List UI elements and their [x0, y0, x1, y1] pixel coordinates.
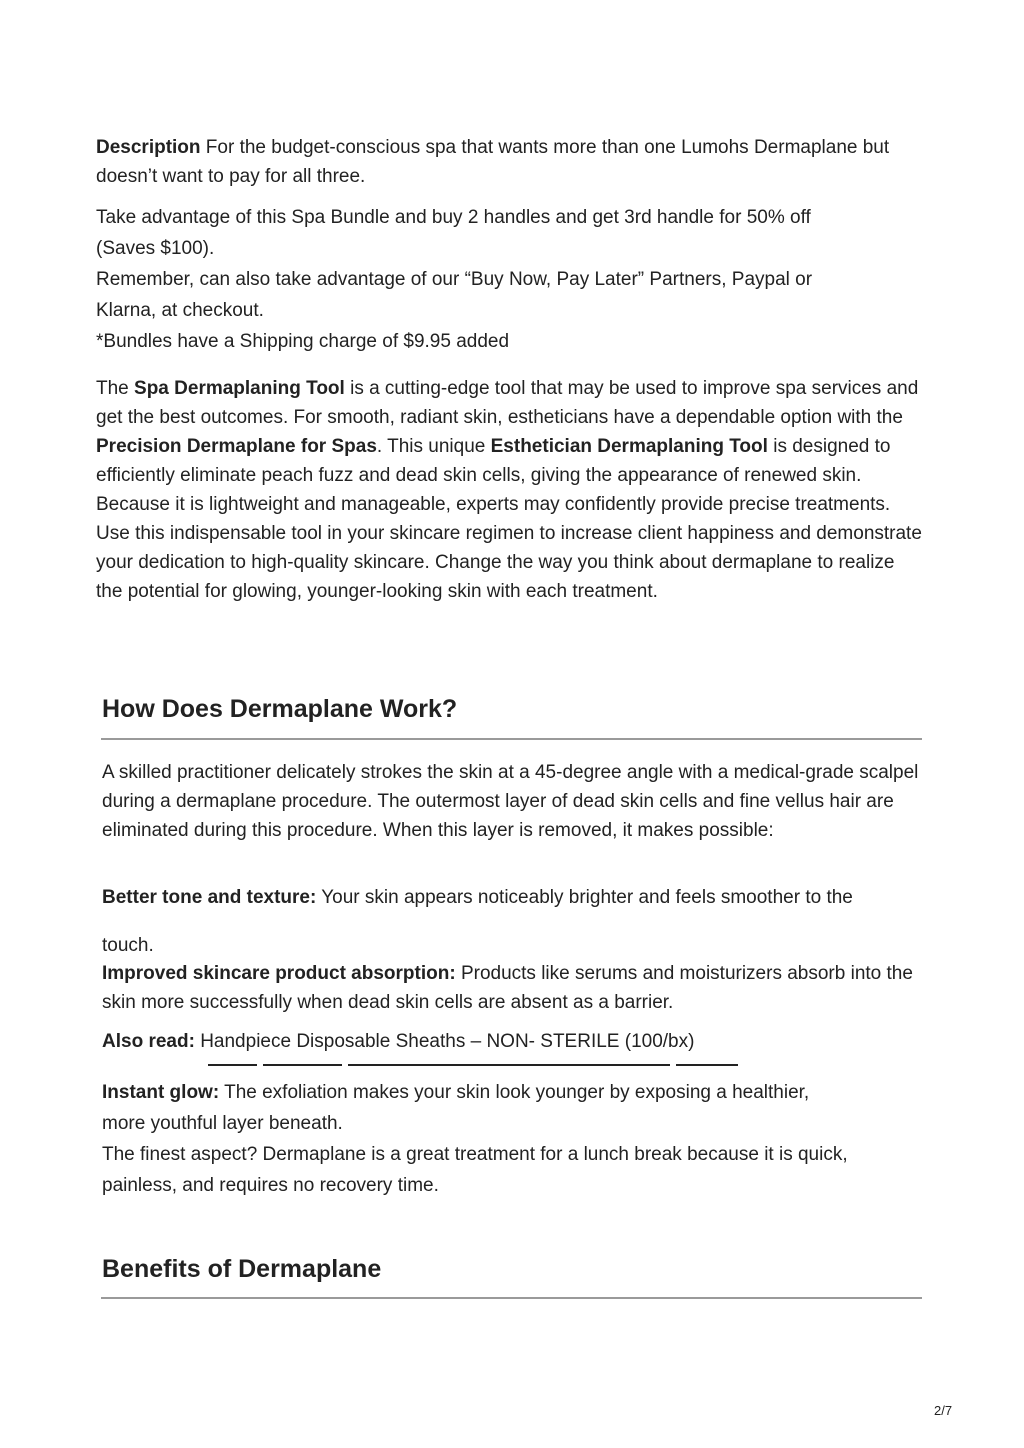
- description-text: For the budget-conscious spa that wants more than one Lumohs Dermaplane but doesn’t want to pay for all three.: [96, 137, 890, 187]
- overview-text-4: is designed to efficiently eliminate peach fuzz and dead skin cells, giving the appearance of renewed skin. Because it is lightweight and manageable, experts may confidently provide precise treatments. Use this indispensable tool in your skincare regimen to increase client happiness and demonstrate your dedication to high-quality skincare. Change the way you think about dermaplane to realize the potential for glowing, younger-looking skin with each treatment.: [96, 436, 922, 602]
- shipping-note: *Bundles have a Shipping charge of $9.95 added: [96, 331, 510, 352]
- tone-label: Better tone and texture:: [102, 887, 317, 908]
- tone-text: Your skin appears noticeably brighter and feels smoother to the: [316, 887, 853, 908]
- overview-text-3: . This unique: [376, 436, 491, 457]
- link-underline: [676, 1064, 738, 1066]
- glow-paragraph: [102, 1077, 924, 1201]
- section-divider: [101, 1297, 922, 1299]
- also-read-label: Also read:: [102, 1031, 195, 1052]
- also-read-paragraph: [102, 1027, 924, 1056]
- bnpl-line-1: Remember, can also take advantage of our “Buy Now, Pay Later” Partners, Paypal or: [96, 269, 813, 290]
- tone-paragraph: [102, 883, 924, 912]
- link-underline: [208, 1064, 257, 1066]
- description-paragraph: [96, 133, 926, 191]
- also-read-link[interactable]: Handpiece Disposable Sheaths – NON- STERILE (100/bx): [200, 1031, 695, 1052]
- section-heading-benefits: Benefits of Dermaplane: [102, 1255, 382, 1283]
- page-number: 2/7: [934, 1403, 953, 1418]
- overview-text-1: The: [96, 378, 135, 399]
- glow-text-2: more youthful layer beneath.: [102, 1113, 343, 1134]
- absorption-paragraph: [102, 959, 924, 1017]
- overview-paragraph: [96, 374, 926, 606]
- tone-continuation: touch.: [102, 935, 154, 956]
- bundle-line-2: (Saves $100).: [96, 238, 215, 259]
- description-label: Description: [96, 137, 201, 158]
- link-underline: [263, 1064, 342, 1066]
- bnpl-line-2: Klarna, at checkout.: [96, 300, 264, 321]
- absorption-text: Products like serums and moisturizers absorb into the skin more successfully when dead skin cells are absent as a barrier.: [102, 963, 913, 1013]
- finest-text-1: The finest aspect? Dermaplane is a great treatment for a lunch break because it is quick,: [102, 1144, 848, 1165]
- section-divider: [101, 738, 922, 740]
- glow-label: Instant glow:: [102, 1082, 220, 1103]
- bundle-line-1: Take advantage of this Spa Bundle and buy 2 handles and get 3rd handle for 50% off: [96, 207, 811, 228]
- overview-bold-3: Esthetician Dermaplaning Tool: [490, 436, 768, 457]
- link-underline: [348, 1064, 670, 1066]
- overview-bold-2: Precision Dermaplane for Spas: [96, 436, 377, 457]
- bundle-paragraph: [96, 202, 926, 357]
- glow-text-1: The exfoliation makes your skin look younger by exposing a healthier,: [219, 1082, 810, 1103]
- overview-bold-1: Spa Dermaplaning Tool: [134, 378, 345, 399]
- procedure-paragraph: A skilled practitioner delicately strokes the skin at a 45-degree angle with a medical-grade scalpel during a dermaplane procedure. The outermost layer of dead skin cells and fine vellus hair are eliminated during this procedure. When this layer is removed, it makes possible:: [102, 762, 919, 841]
- absorption-label: Improved skincare product absorption:: [102, 963, 456, 984]
- section-heading-how-it-works: How Does Dermaplane Work?: [102, 695, 458, 723]
- overview-text-2: is a cutting-edge tool that may be used to improve spa services and get the best outcomes. For smooth, radiant skin, estheticians have a dependable option with the: [96, 378, 919, 428]
- finest-text-2: painless, and requires no recovery time.: [102, 1175, 439, 1196]
